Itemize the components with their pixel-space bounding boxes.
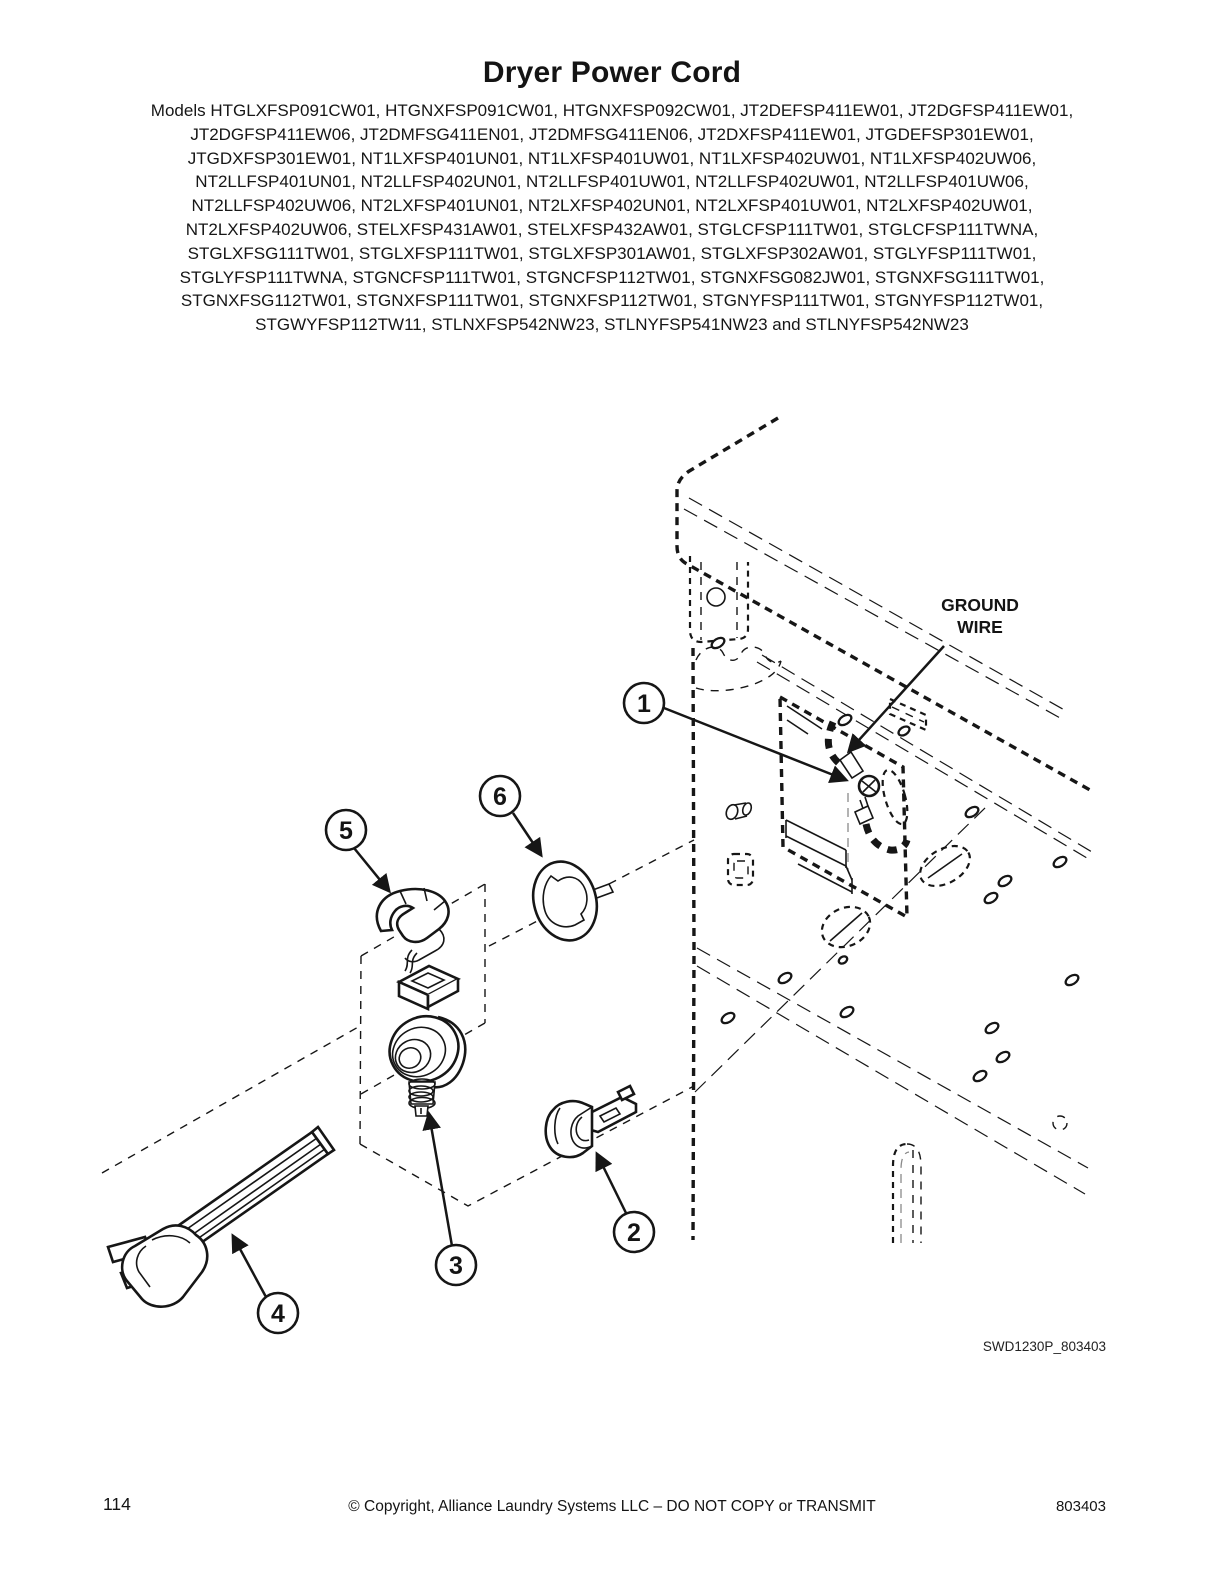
panel-slot bbox=[893, 1144, 921, 1243]
model-list-line: STGLYFSP111TWNA, STGNCFSP111TW01, STGNCFSP112TW01, STGNXFSG082JW01, STGNXFSG111TW01, bbox=[179, 267, 1045, 287]
part-locking-ring bbox=[524, 854, 613, 948]
panel-stud bbox=[724, 802, 753, 821]
model-list-line: STGLXFSG111TW01, STGLXFSP111TW01, STGLXFSP301AW01, STGLXFSP302AW01, STGLYFSP111TW01, bbox=[187, 243, 1037, 263]
part-cord-clamp bbox=[546, 1086, 636, 1157]
copyright-line: © Copyright, Alliance Laundry Systems LLC – DO NOT COPY or TRANSMIT bbox=[348, 1498, 876, 1515]
callout-arrows bbox=[233, 646, 944, 1297]
figure-code: SWD1230P_803403 bbox=[982, 1339, 1106, 1354]
model-list-line: Models HTGLXFSP091CW01, HTGNXFSP091CW01, HTGNXFSP092CW01, JT2DEFSP411EW01, JT2DGFSP411EW01, bbox=[150, 101, 1074, 120]
part-strain-relief bbox=[377, 888, 458, 1009]
callout-5-arrow bbox=[354, 848, 389, 891]
plug-body bbox=[122, 1225, 207, 1306]
ground-screw bbox=[840, 752, 879, 824]
dryer-back-panel bbox=[677, 418, 1092, 1243]
callout-1 bbox=[624, 683, 664, 723]
model-list-line: JTGDXFSP301EW01, NT1LXFSP401UN01, NT1LXFSP401UW01, NT1LXFSP402UW01, NT1LXFSP402UW06, bbox=[187, 148, 1037, 168]
model-list-line: STGWYFSP112TW11, STLNXFSP542NW23, STLNYFSP541NW23 and STLNYFSP542NW23 bbox=[255, 315, 969, 335]
page-title: Dryer Power Cord bbox=[482, 56, 742, 89]
callout-4 bbox=[258, 1293, 298, 1333]
model-list-line: NT2LXFSP402UW06, STELXFSP431AW01, STELXFSP432AW01, STGLCFSP111TW01, STGLCFSP111TWNA, bbox=[185, 219, 1039, 239]
panel-screw-holes bbox=[710, 636, 1080, 1130]
svg-text:2: 2 bbox=[627, 1219, 641, 1247]
model-list-line: NT2LLFSP402UW06, NT2LXFSP401UN01, NT2LXFSP402UN01, NT2LXFSP401UW01, NT2LXFSP402UW01, bbox=[191, 196, 1033, 216]
callout-4-arrow bbox=[233, 1236, 266, 1297]
svg-text:5: 5 bbox=[339, 817, 353, 845]
part-power-cord bbox=[108, 1127, 334, 1307]
callout-2-arrow bbox=[597, 1154, 626, 1213]
knockout-ovals bbox=[815, 838, 976, 955]
model-list-line: NT2LLFSP401UN01, NT2LLFSP402UN01, NT2LLFSP401UW01, NT2LLFSP402UW01, NT2LLFSP401UW06, bbox=[195, 172, 1029, 192]
svg-text:4: 4 bbox=[271, 1300, 285, 1328]
small-knockout bbox=[728, 854, 753, 885]
svg-text:WIRE: WIRE bbox=[957, 617, 1003, 637]
ground-wire-label bbox=[941, 595, 1019, 637]
callout-3 bbox=[436, 1245, 476, 1285]
page-number: 114 bbox=[103, 1494, 131, 1514]
document-number: 803403 bbox=[1055, 1498, 1106, 1515]
svg-text:3: 3 bbox=[449, 1252, 463, 1280]
model-list-line: JT2DGFSP411EW06, JT2DMFSG411EN01, JT2DMFSG411EN06, JT2DXFSP411EW01, JTGDEFSP301EW01, bbox=[190, 124, 1034, 144]
callout-2 bbox=[614, 1212, 654, 1252]
callout-6 bbox=[480, 776, 520, 816]
callout-6-arrow bbox=[513, 813, 541, 855]
terminal-block bbox=[786, 820, 852, 894]
model-list-line: STGNXFSG112TW01, STGNXFSP111TW01, STGNXFSP112TW01, STGNYFSP111TW01, STGNYFSP112TW01, bbox=[180, 291, 1044, 311]
svg-text:6: 6 bbox=[493, 783, 507, 811]
terminal-access-opening bbox=[780, 697, 912, 917]
part-grommet bbox=[378, 1004, 470, 1116]
callout-5 bbox=[326, 810, 366, 850]
svg-text:1: 1 bbox=[637, 690, 651, 718]
rating-plate bbox=[890, 699, 926, 730]
callout-3-arrow bbox=[429, 1114, 452, 1246]
svg-text:GROUND: GROUND bbox=[941, 595, 1019, 615]
